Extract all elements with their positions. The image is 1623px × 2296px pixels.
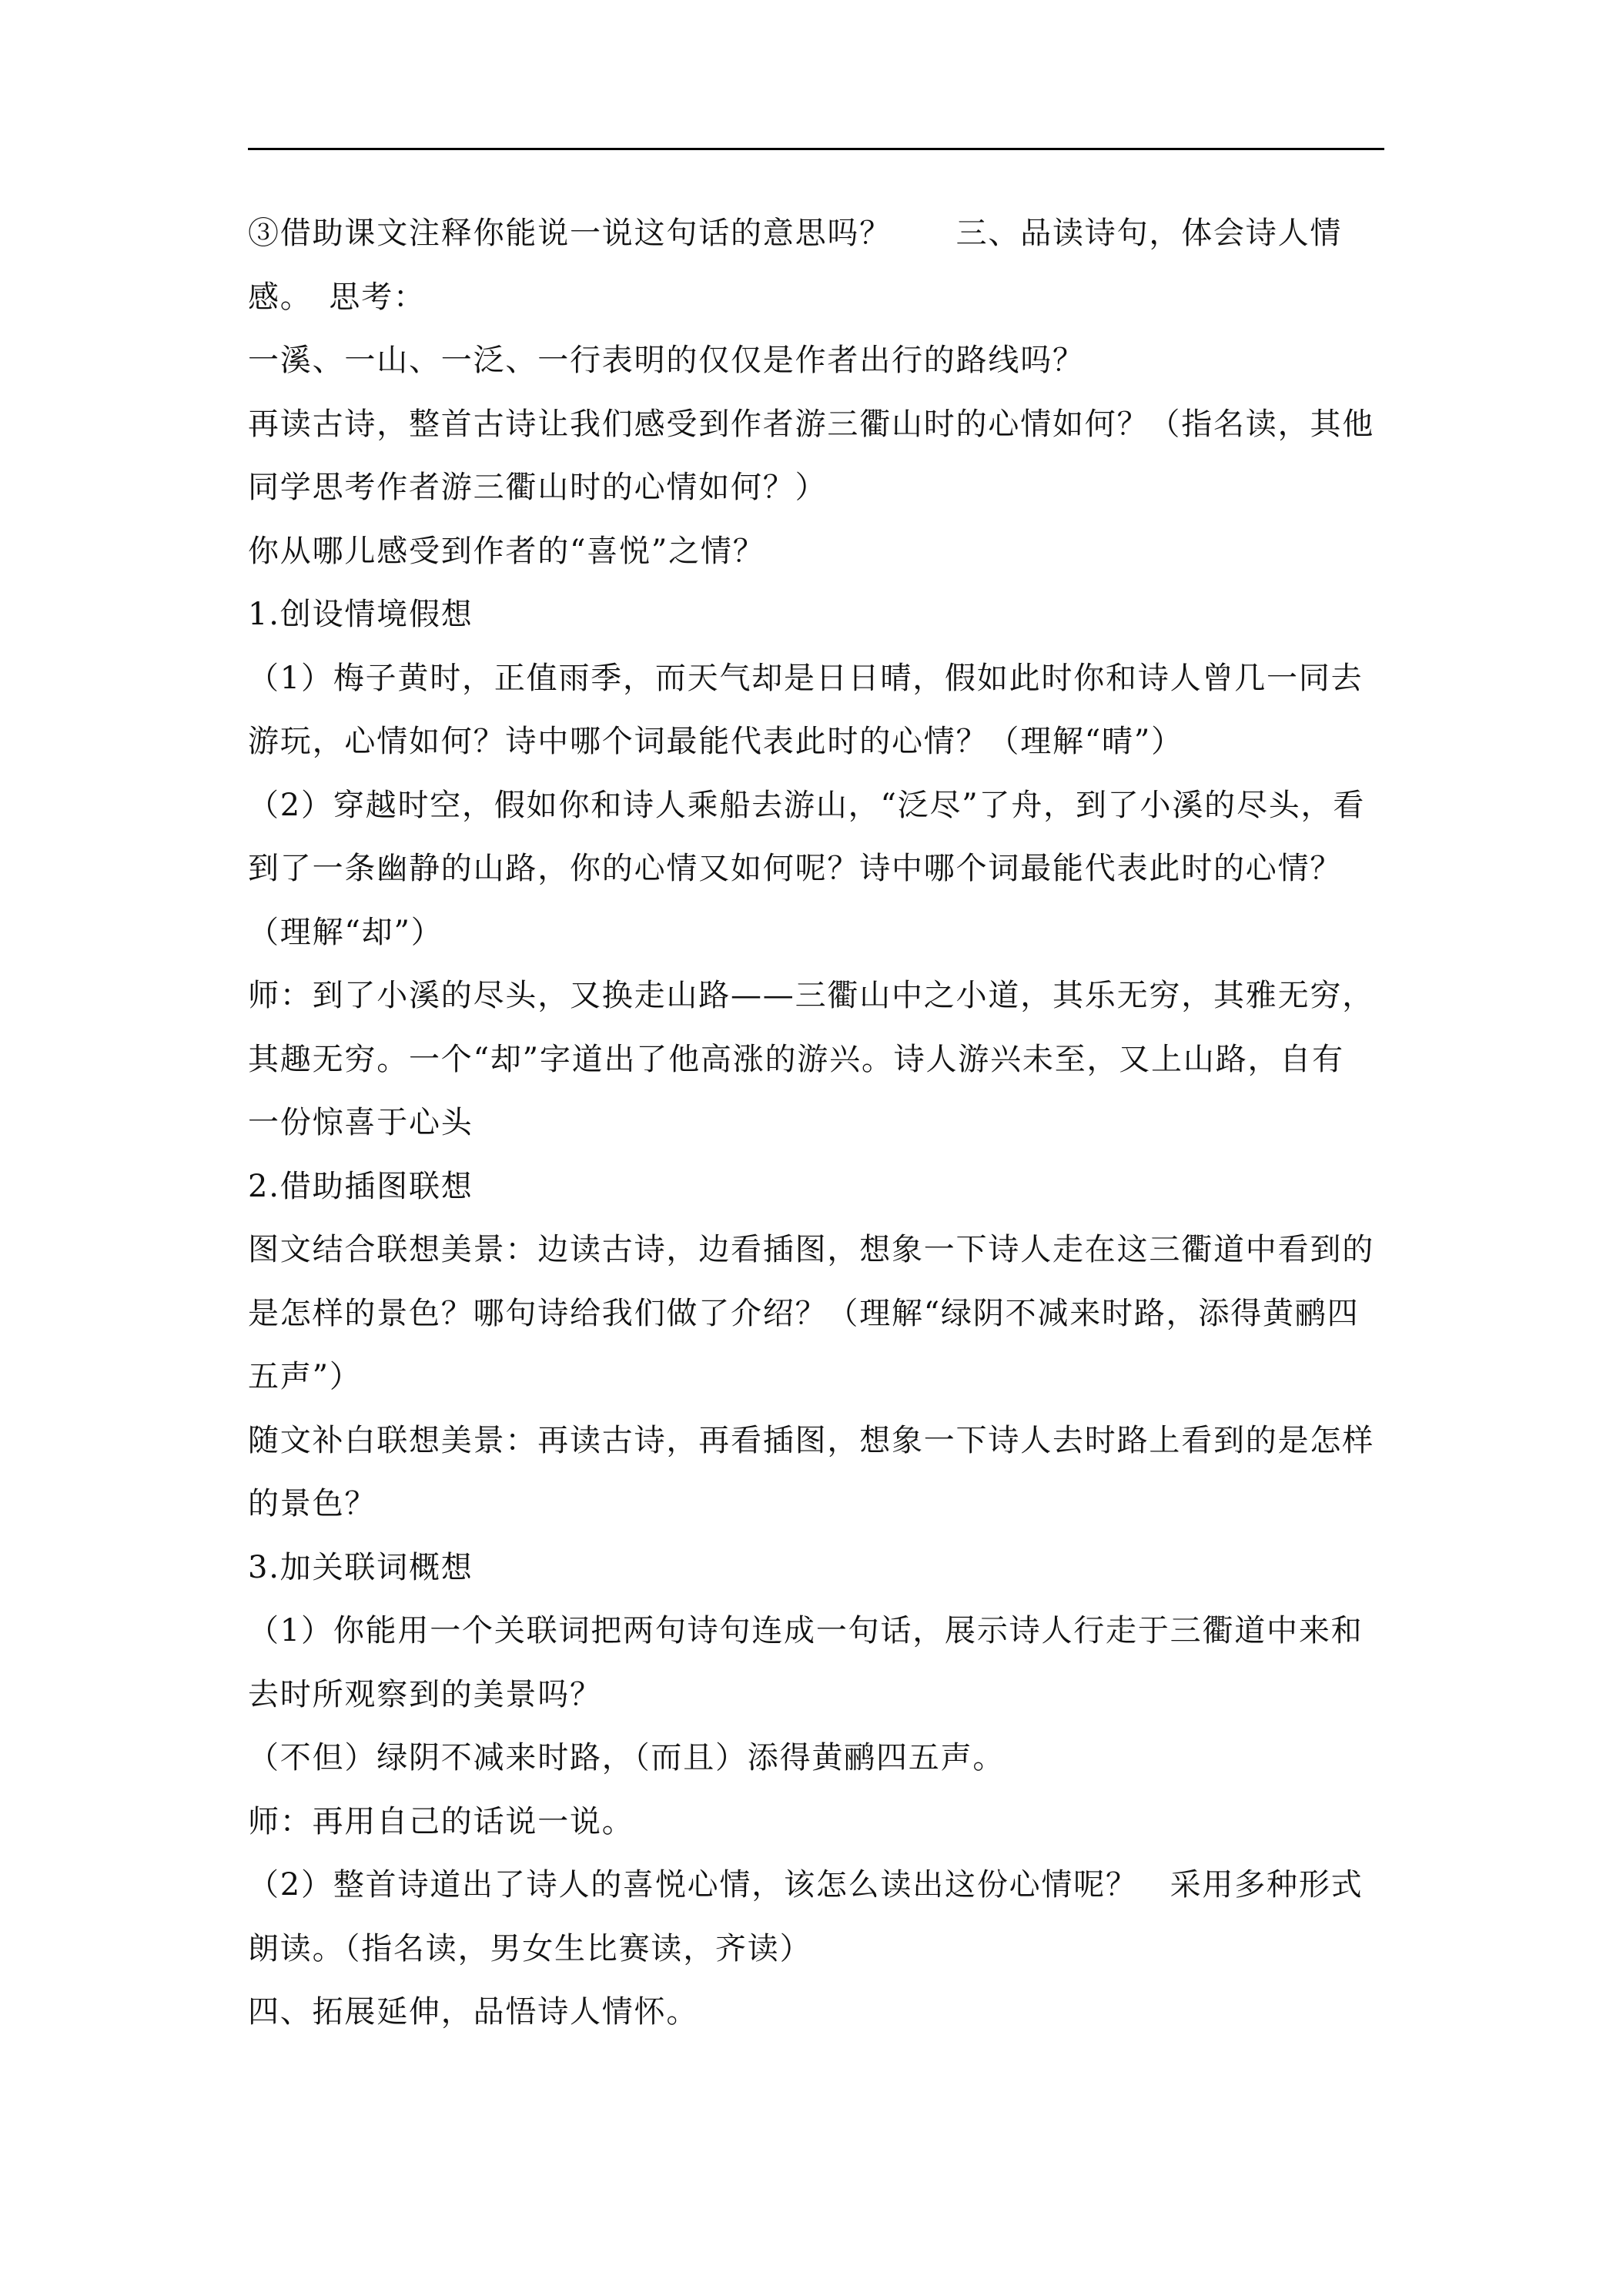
section-heading: 3.加关联词概想 [248, 1549, 474, 1585]
text-line: 同学思考作者游三衢山时的心情如何？） [248, 470, 828, 505]
text-line: 五声”） [248, 1359, 362, 1394]
text-line: （2）穿越时空，假如你和诗人乘船去游山，“泛尽”了舟，到了小溪的尽头，看 [248, 787, 1366, 823]
text-line: 是怎样的景色？哪句诗给我们做了介绍？（理解“绿阴不减来时路，添得黄鹂四 [248, 1295, 1360, 1331]
text-line: 师：到了小溪的尽头，又换走山路——三衢山中之小道，其乐无穷，其雅无穷， [248, 978, 1374, 1013]
text-line: 去时所观察到的美景吗？ [248, 1676, 602, 1712]
text-line: 其趣无穷。一个“却”字道出了他高涨的游兴。诗人游兴未至，又上山路，自有 [248, 1041, 1344, 1077]
text-line: 感。 思考： [248, 279, 426, 315]
text-line: （2）整首诗道出了诗人的喜悦心情，该怎么读出这份心情呢？ 采用多种形式 [248, 1867, 1364, 1903]
text-line: 朗读。（指名读，男女生比赛读，齐读） [248, 1930, 812, 1966]
section-heading: 四、拓展延伸，品悟诗人情怀。 [248, 1994, 699, 2030]
text-line: 一份惊喜于心头 [248, 1105, 474, 1140]
text-line: ③借助课文注释你能说一说这句话的意思吗？ 三、品读诗句，体会诗人情 [248, 216, 1343, 251]
text-line: 的景色？ [248, 1486, 377, 1521]
text-line: 一溪、一山、一泛、一行表明的仅仅是作者出行的路线吗？ [248, 343, 1085, 378]
text-line: （1）梅子黄时，正值雨季，而天气却是日日晴，假如此时你和诗人曾几一同去 [248, 660, 1364, 696]
text-line: 游玩，心情如何？诗中哪个词最能代表此时的心情？（理解“晴”） [248, 724, 1183, 759]
document-body [248, 202, 1387, 2044]
section-heading: 2.借助插图联想 [248, 1168, 474, 1204]
header-rule [248, 148, 1384, 150]
text-line: 你从哪儿感受到作者的“喜悦”之情？ [248, 533, 765, 569]
text-line: 图文结合联想美景：边读古诗，边看插图，想象一下诗人走在这三衢道中看到的 [248, 1232, 1374, 1267]
section-heading: 1.创设情境假想 [248, 597, 474, 632]
text-line: 再读古诗，整首古诗让我们感受到作者游三衢山时的心情如何？（指名读，其他 [248, 406, 1374, 442]
text-line: （不但）绿阴不减来时路，（而且）添得黄鹂四五声。 [248, 1740, 1006, 1776]
text-line: 到了一条幽静的山路，你的心情又如何呢？诗中哪个词最能代表此时的心情？ [248, 851, 1343, 886]
text-line: 随文补白联想美景：再读古诗，再看插图，想象一下诗人去时路上看到的是怎样 [248, 1422, 1374, 1458]
text-line: 师：再用自己的话说一说。 [248, 1803, 634, 1839]
text-line: （理解“却”） [248, 914, 443, 950]
text-line: （1）你能用一个关联词把两句诗句连成一句话，展示诗人行走于三衢道中来和 [248, 1613, 1364, 1648]
